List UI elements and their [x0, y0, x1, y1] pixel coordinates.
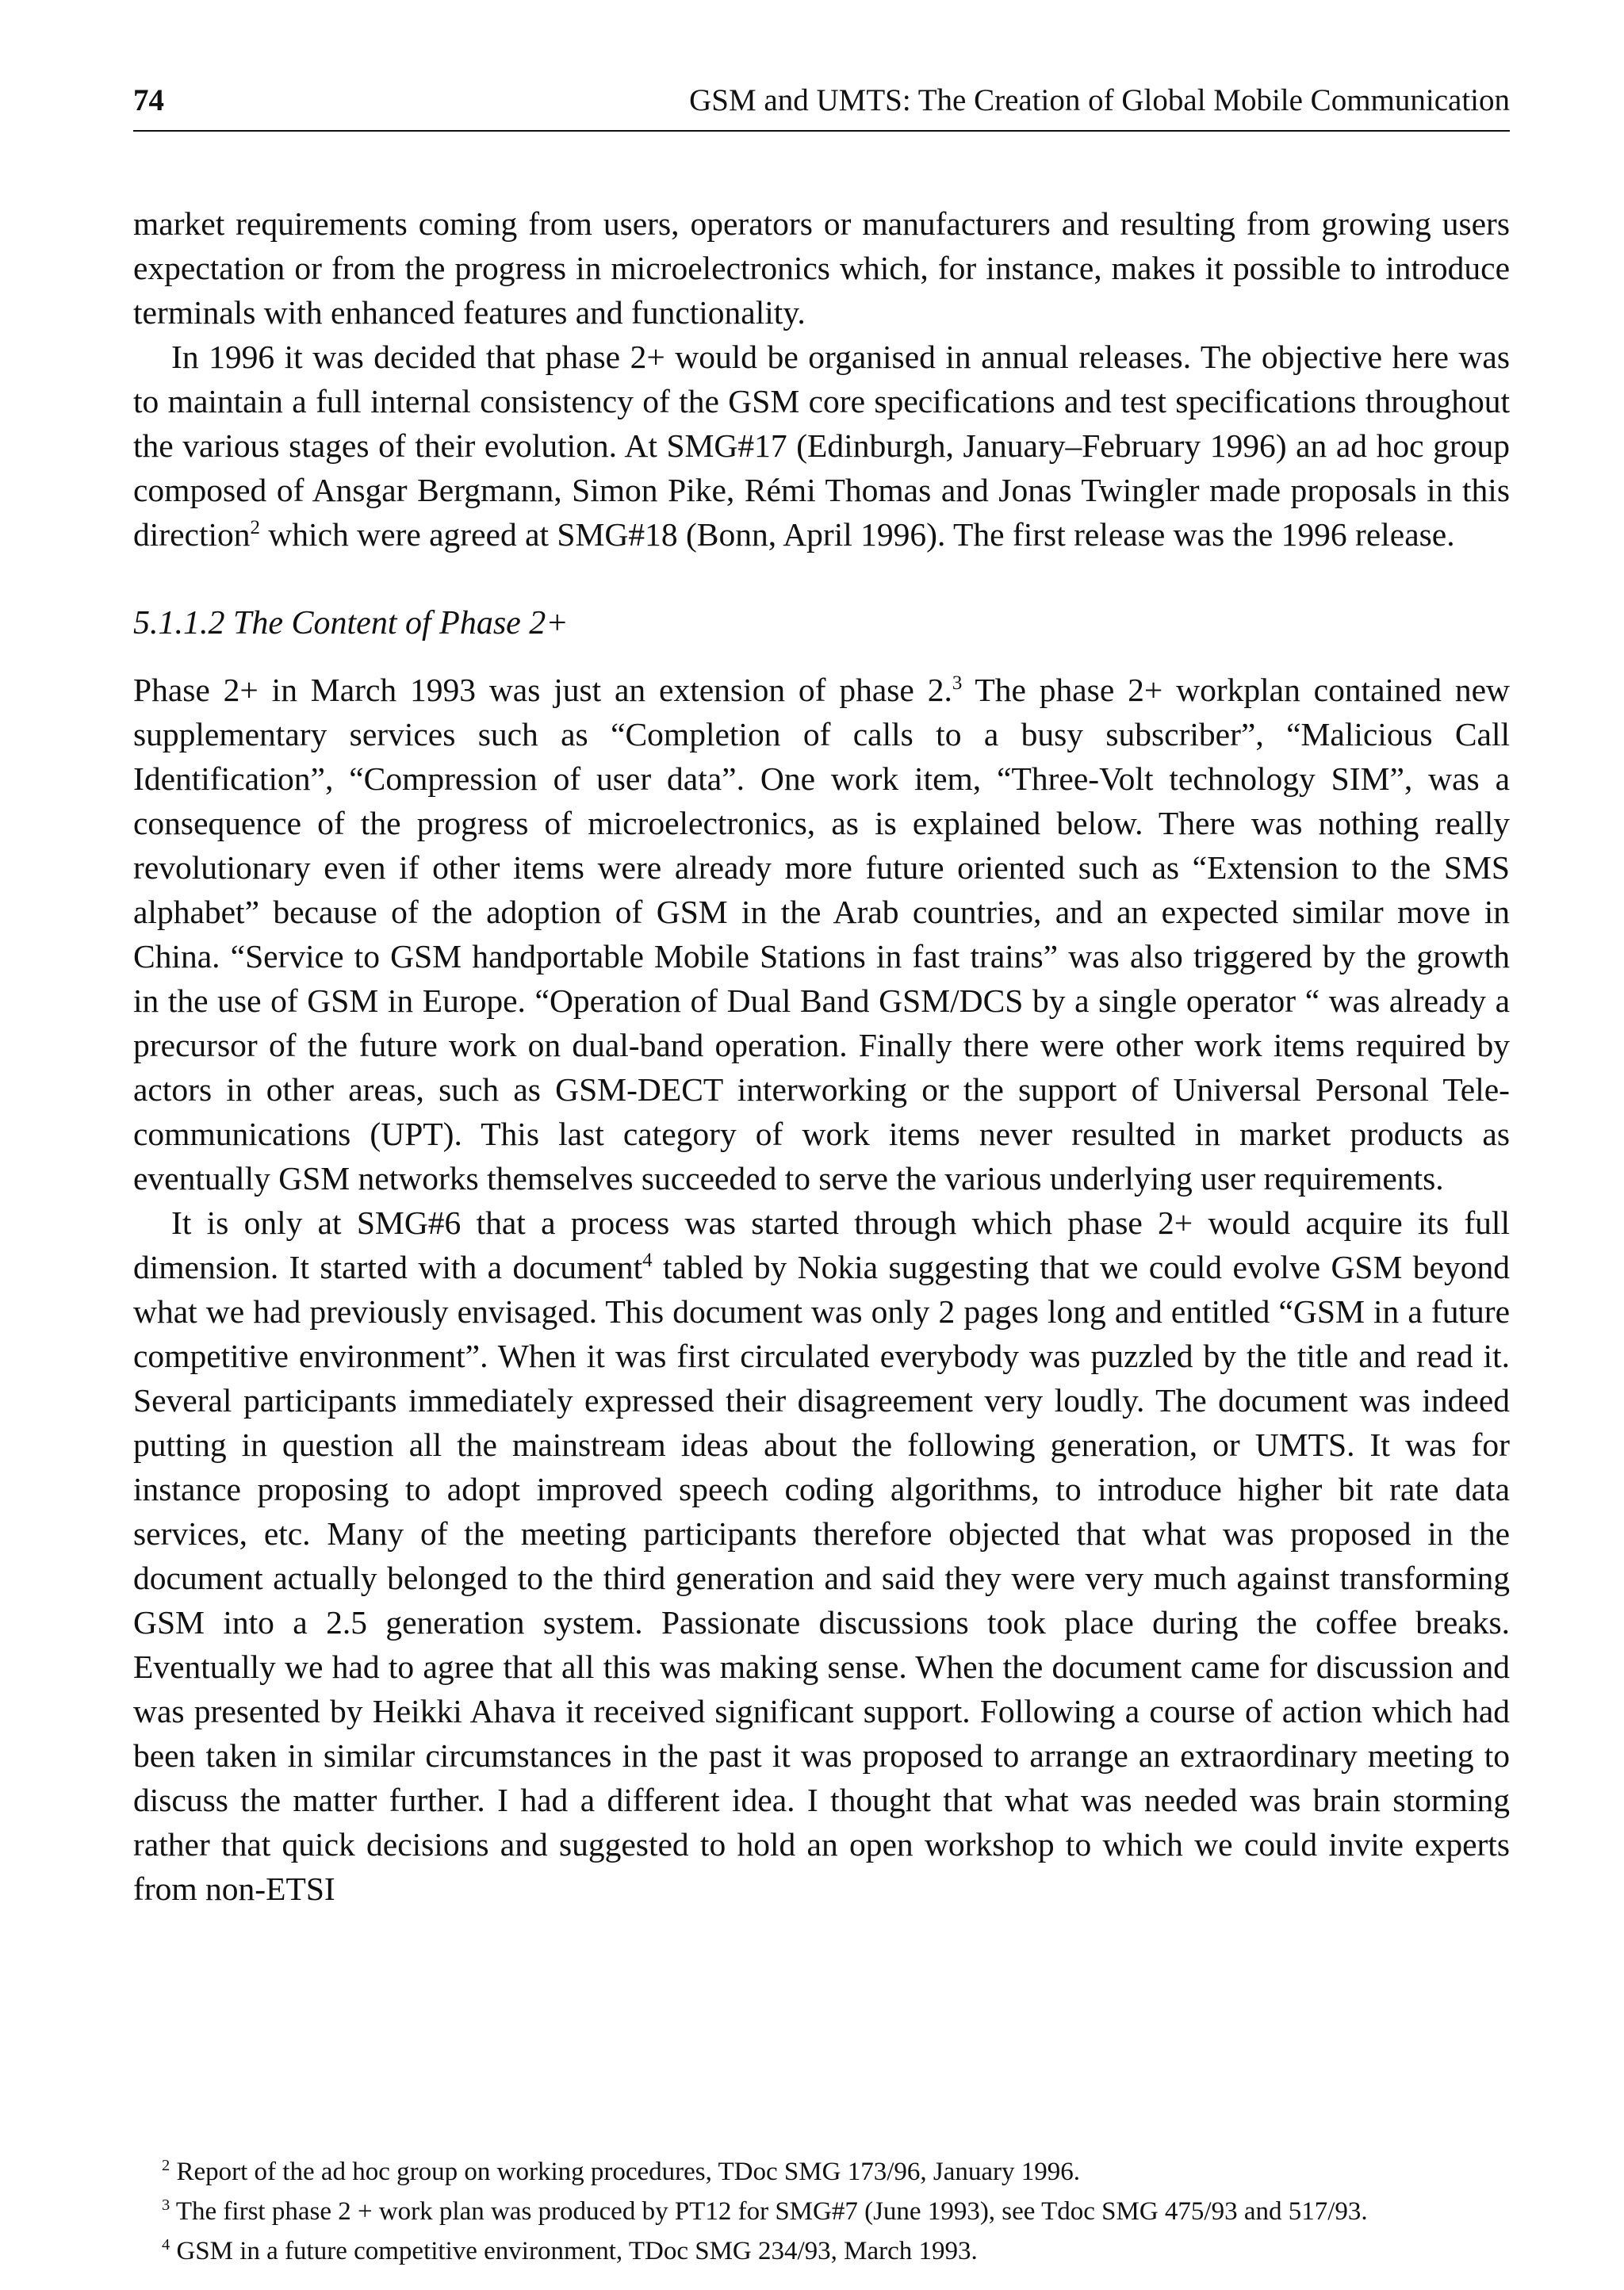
- footnote: [162, 2231, 1510, 2271]
- footnotes: [133, 2152, 1510, 2271]
- footnote: [162, 2152, 1510, 2192]
- footnote-number: 3: [162, 2196, 170, 2214]
- footnote: [162, 2192, 1510, 2231]
- main-text: [133, 201, 1510, 1911]
- footnote-number: 2: [162, 2157, 170, 2174]
- page-number: 74: [133, 83, 164, 117]
- footnote-text: GSM in a future competitive environment, TDoc SMG 234/93, March 1993.: [176, 2237, 978, 2265]
- paragraph-text: tabled by Nokia suggesting that we could evolve GSM beyond what we had previously envisaged. This document was only 2 pages long and entitled “GSM in a future competitive environment”. When it was first circulated everybody was puzzled by the title and read it. Several participants immediately expressed their disagreement very loudly. The document was indeed putting in question all the mainstream ideas about the following generation, or UMTS. It was for instance proposing to adopt improved speech coding algorithms, to introduce higher bit rate data services, etc. Many of the meeting participants therefore objected that what was proposed in the document actually belonged to the third generation and said they were very much against transforming GSM into a 2.5 generation system. Passionate discussions took place during the coffee breaks. Eventually we had to agree that all this was making sense. When the document came for discussion and was presented by Heikki Ahava it received significant support. Following a course of action which had been taken in similar circumstances in the past it was proposed to arrange an extraordinary meeting to discuss the matter further. I had a different idea. I thought that what was needed was brain storming rather that quick decisions and suggested to hold an open workshop to which we could invite experts from non-ETSI: [133, 1249, 1510, 1907]
- paragraph-text: It is only at SMG#6 that a process was started through which phase 2+ would acquire its full dimension. It started with a document: [133, 1204, 1510, 1285]
- footnote-number: 4: [162, 2236, 170, 2254]
- paragraph-smg6: [133, 1201, 1510, 1911]
- paragraph-text: Phase 2+ in March 1993 was just an extension of phase 2.: [133, 672, 952, 708]
- paragraph-text: which were agreed at SMG#18 (Bonn, April 1996). The first release was the 1996 release.: [259, 516, 1455, 553]
- footnote-ref: 2: [250, 517, 260, 539]
- paragraph-text: In 1996 it was decided that phase 2+ would be organised in annual releases. The objective here was to maintain a full internal consistency of the GSM core specifications and test specifications throughout the various stages of their evolution. At SMG#17 (Edinburgh, January–February 1996) an ad hoc group composed of Ansgar Bergmann, Simon Pike, Rémi Thomas and Jonas Twingler made proposals in this direction: [133, 339, 1510, 553]
- footnote-text: Report of the ad hoc group on working procedures, TDoc SMG 173/96, January 1996.: [176, 2158, 1080, 2186]
- paragraph-text: market requirements coming from users, operators or manufacturers and resulting from growing users expectation or from the progress in microelectronics which, for instance, makes it possible to introduce terminals with enhanced features and functionality.: [133, 205, 1510, 331]
- paragraph-releases: [133, 335, 1510, 557]
- page-header: [133, 79, 1510, 132]
- paragraph-continued: [133, 201, 1510, 335]
- footnote-ref: 4: [642, 1250, 653, 1272]
- paragraph-text: The phase 2+ workplan contained new supplementary services such as “Completion of calls to a busy subscriber”, “Malicious Call Identification”, “Compression of user data”. One work item, “Three-Volt technology SIM”, was a consequence of the progress of microelectronics, as is explained below. There was nothing really revolutionary even if other items were already more future oriented such as “Extension to the SMS alphabet” because of the adoption of GSM in the Arab countries, and an expected similar move in China. “Service to GSM handportable Mobile Stations in fast trains” was also triggered by the growth in the use of GSM in Europe. “Operation of Dual Band GSM/DCS by a single operator “ was already a precursor of the future work on dual-band operation. Finally there were other work items required by actors in other areas, such as GSM-DECT interworking or the support of Universal Personal Telecommunications (UPT). This last category of work items never resulted in market products as eventually GSM networks themselves succeeded to serve the various underlying user requirements.: [133, 672, 1510, 1197]
- section-heading: 5.1.1.2 The Content of Phase 2+: [133, 605, 569, 641]
- footnote-ref: 3: [952, 672, 963, 695]
- footnote-text: The first phase 2 + work plan was produced by PT12 for SMG#7 (June 1993), see Tdoc SMG 475/93 and 517/93.: [175, 2197, 1368, 2226]
- paragraph-content: [133, 668, 1510, 1201]
- running-title: GSM and UMTS: The Creation of Global Mobile Communication: [689, 83, 1510, 117]
